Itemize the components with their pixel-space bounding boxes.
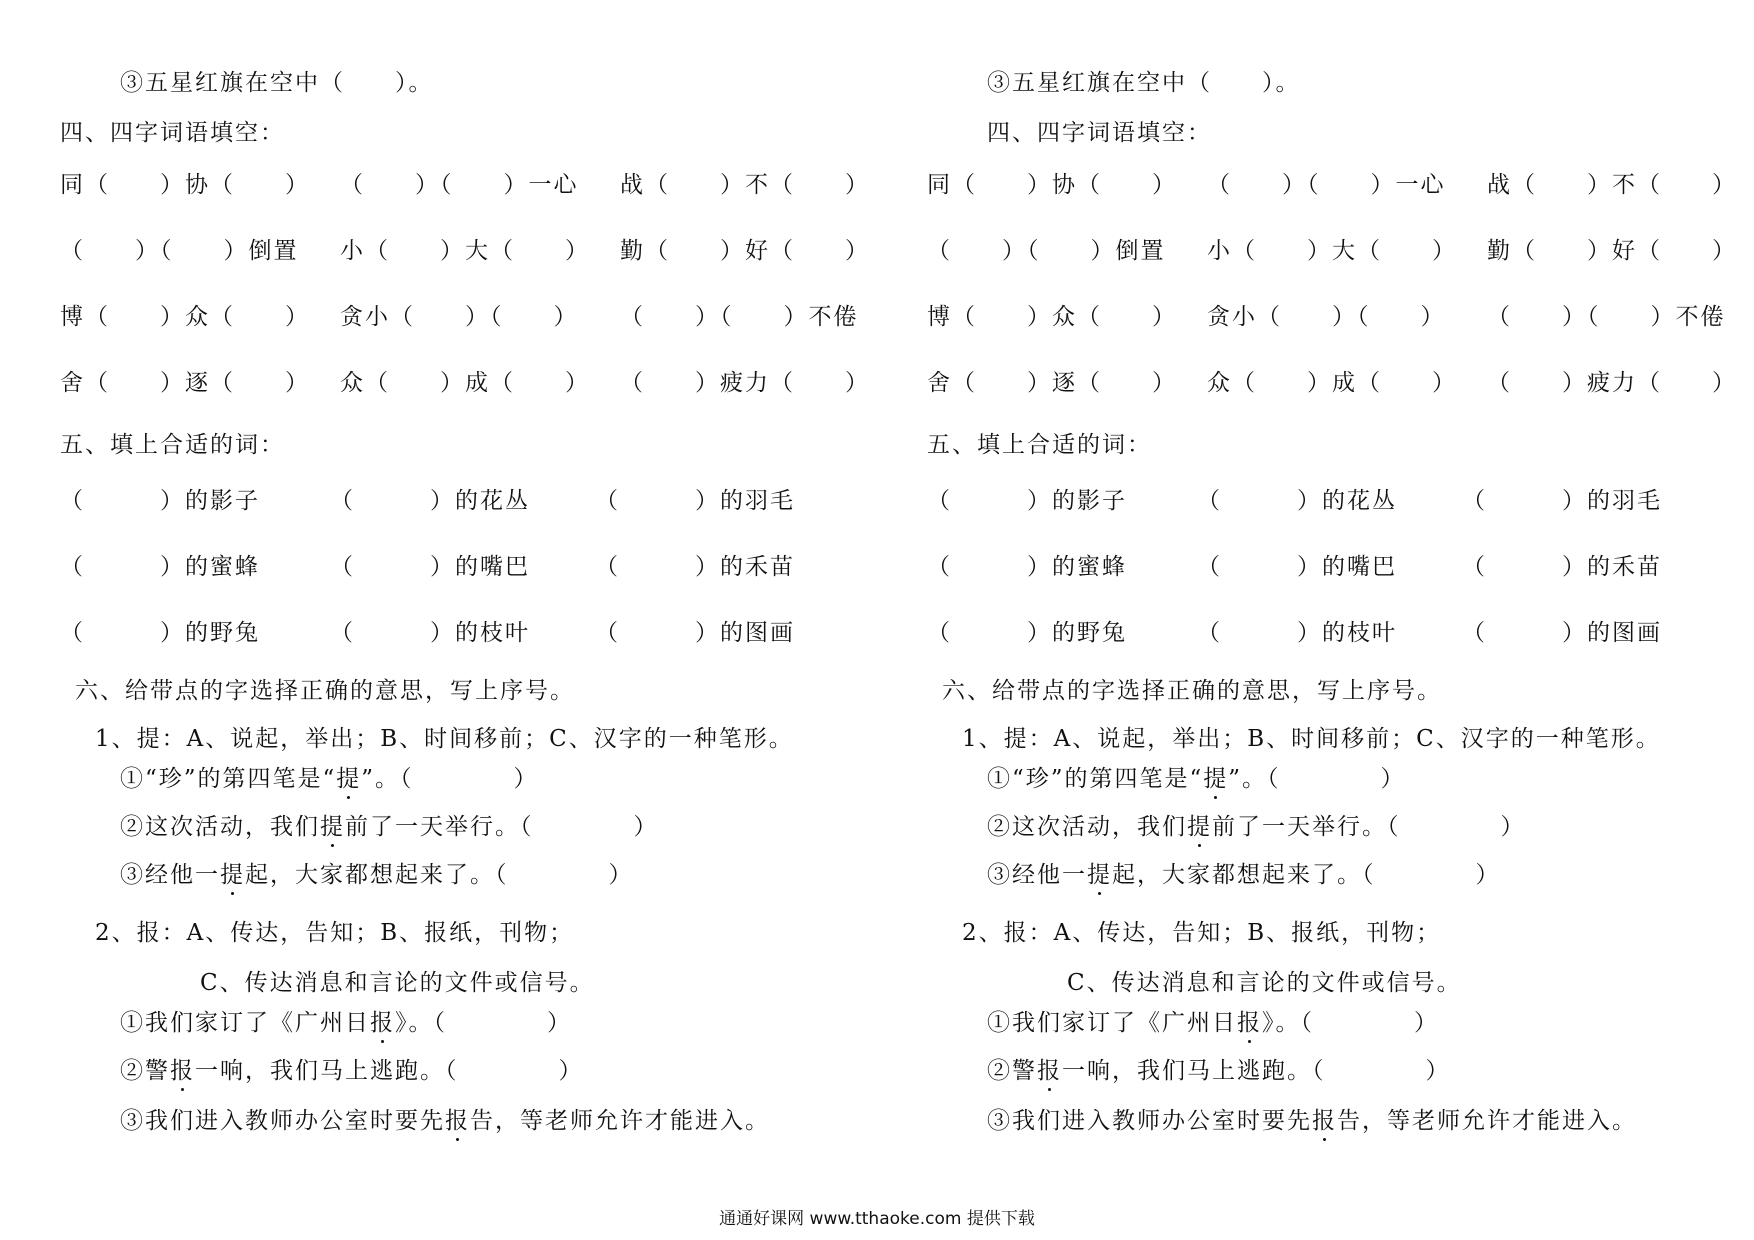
q3-flag-line: ③五星红旗在空中（ ）。	[987, 70, 1301, 96]
word-cell: （ ）的影子	[927, 488, 1127, 514]
idiom-cell: 勤（ ）好（ ）	[1487, 238, 1737, 264]
word-cell: （ ）的禾苗	[1462, 554, 1662, 580]
dotted-char: 提	[336, 766, 362, 792]
dotted-char: 报	[1237, 1010, 1262, 1036]
word-cell: （ ）的嘴巴	[330, 554, 530, 580]
idiom-cell: （ ）疲力（ ）	[620, 370, 870, 396]
q2-item-3: ③我们进入教师办公室时要先报告，等老师允许才能进入。	[987, 1108, 1637, 1134]
q2-stem: 2、报：A、传达，告知；B、报纸，刊物；	[95, 920, 575, 946]
word-cell: （ ）的蜜蜂	[60, 554, 260, 580]
word-cell: （ ）的羽毛	[1462, 488, 1662, 514]
word-cell: （ ）的嘴巴	[1197, 554, 1397, 580]
idiom-cell: （ ）（ ）一心	[340, 172, 579, 198]
word-cell: （ ）的野兔	[927, 620, 1127, 646]
idiom-cell: （ ）（ ）不倦	[620, 304, 859, 330]
idiom-cell: 同（ ）协（ ）	[60, 172, 310, 198]
dotted-char: 报	[1037, 1058, 1062, 1084]
dotted-char: 提	[1087, 862, 1112, 888]
idiom-cell: 众（ ）成（ ）	[340, 370, 590, 396]
section6-title: 六、给带点的字选择正确的意思，写上序号。	[75, 678, 575, 704]
section6-title: 六、给带点的字选择正确的意思，写上序号。	[942, 678, 1442, 704]
right-worksheet	[867, 0, 1744, 1240]
word-cell: （ ）的枝叶	[1197, 620, 1397, 646]
section4-title: 四、四字词语填空：	[987, 120, 1212, 146]
idiom-cell: 博（ ）众（ ）	[927, 304, 1177, 330]
idiom-cell: 众（ ）成（ ）	[1207, 370, 1457, 396]
idiom-cell: 舍（ ）逐（ ）	[927, 370, 1177, 396]
idiom-cell: （ ）（ ）倒置	[60, 238, 299, 264]
section4-title: 四、四字词语填空：	[60, 120, 285, 146]
idiom-cell: （ ）（ ）不倦	[1487, 304, 1726, 330]
word-cell: （ ）的图画	[1462, 620, 1662, 646]
idiom-cell: 博（ ）众（ ）	[60, 304, 310, 330]
q1-item-3: ③经他一提起，大家都想起来了。（ ）	[987, 862, 1501, 888]
q2-item-2: ②警报一响，我们马上逃跑。（ ）	[987, 1058, 1451, 1084]
q1-stem: 1、提：A、说起，举出；B、时间移前；C、汉字的一种笔形。	[95, 726, 794, 752]
q2-stem-continued: C、传达消息和言论的文件或信号。	[1067, 970, 1462, 996]
q1-item-2: ②这次活动，我们提前了一天举行。（ ）	[120, 814, 659, 840]
q2-item-3: ③我们进入教师办公室时要先报告，等老师允许才能进入。	[120, 1108, 770, 1134]
q1-item-1: ①“珍”的第四笔是“提”。（ ）	[120, 766, 539, 792]
footer-credit: 通通好课网 www.tthaoke.com 提供下载	[719, 1209, 1035, 1229]
idiom-cell: 战（ ）不（ ）	[620, 172, 870, 198]
word-cell: （ ）的花丛	[330, 488, 530, 514]
word-cell: （ ）的野兔	[60, 620, 260, 646]
word-cell: （ ）的羽毛	[595, 488, 795, 514]
section5-title: 五、填上合适的词：	[60, 432, 285, 458]
idiom-cell: 战（ ）不（ ）	[1487, 172, 1737, 198]
q2-item-2: ②警报一响，我们马上逃跑。（ ）	[120, 1058, 584, 1084]
idiom-cell: 贪小（ ）（ ）	[1207, 304, 1446, 330]
word-cell: （ ）的蜜蜂	[927, 554, 1127, 580]
idiom-cell: 舍（ ）逐（ ）	[60, 370, 310, 396]
q2-item-1: ①我们家订了《广州日报》。（ ）	[120, 1010, 572, 1036]
dotted-char: 提	[220, 862, 245, 888]
idiom-cell: 同（ ）协（ ）	[927, 172, 1177, 198]
idiom-cell: 小（ ）大（ ）	[1207, 238, 1457, 264]
idiom-cell: （ ）（ ）一心	[1207, 172, 1446, 198]
dotted-char: 报	[445, 1108, 470, 1134]
section5-title: 五、填上合适的词：	[927, 432, 1152, 458]
word-cell: （ ）的枝叶	[330, 620, 530, 646]
idiom-cell: 小（ ）大（ ）	[340, 238, 590, 264]
word-cell: （ ）的禾苗	[595, 554, 795, 580]
dotted-char: 提	[1203, 766, 1229, 792]
q3-flag-line: ③五星红旗在空中（ ）。	[120, 70, 434, 96]
idiom-cell: 贪小（ ）（ ）	[340, 304, 579, 330]
idiom-cell: （ ）（ ）倒置	[927, 238, 1166, 264]
word-cell: （ ）的影子	[60, 488, 260, 514]
word-cell: （ ）的花丛	[1197, 488, 1397, 514]
q1-stem: 1、提：A、说起，举出；B、时间移前；C、汉字的一种笔形。	[962, 726, 1661, 752]
dotted-char: 提	[1187, 814, 1212, 840]
q1-item-2: ②这次活动，我们提前了一天举行。（ ）	[987, 814, 1526, 840]
idiom-cell: （ ）疲力（ ）	[1487, 370, 1737, 396]
q2-stem: 2、报：A、传达，告知；B、报纸，刊物；	[962, 920, 1442, 946]
q1-item-1: ①“珍”的第四笔是“提”。（ ）	[987, 766, 1406, 792]
dotted-char: 报	[170, 1058, 195, 1084]
idiom-cell: 勤（ ）好（ ）	[620, 238, 870, 264]
dotted-char: 报	[1312, 1108, 1337, 1134]
dotted-char: 提	[320, 814, 345, 840]
dotted-char: 报	[370, 1010, 395, 1036]
word-cell: （ ）的图画	[595, 620, 795, 646]
q1-item-3: ③经他一提起，大家都想起来了。（ ）	[120, 862, 634, 888]
q2-item-1: ①我们家订了《广州日报》。（ ）	[987, 1010, 1439, 1036]
q2-stem-continued: C、传达消息和言论的文件或信号。	[200, 970, 595, 996]
